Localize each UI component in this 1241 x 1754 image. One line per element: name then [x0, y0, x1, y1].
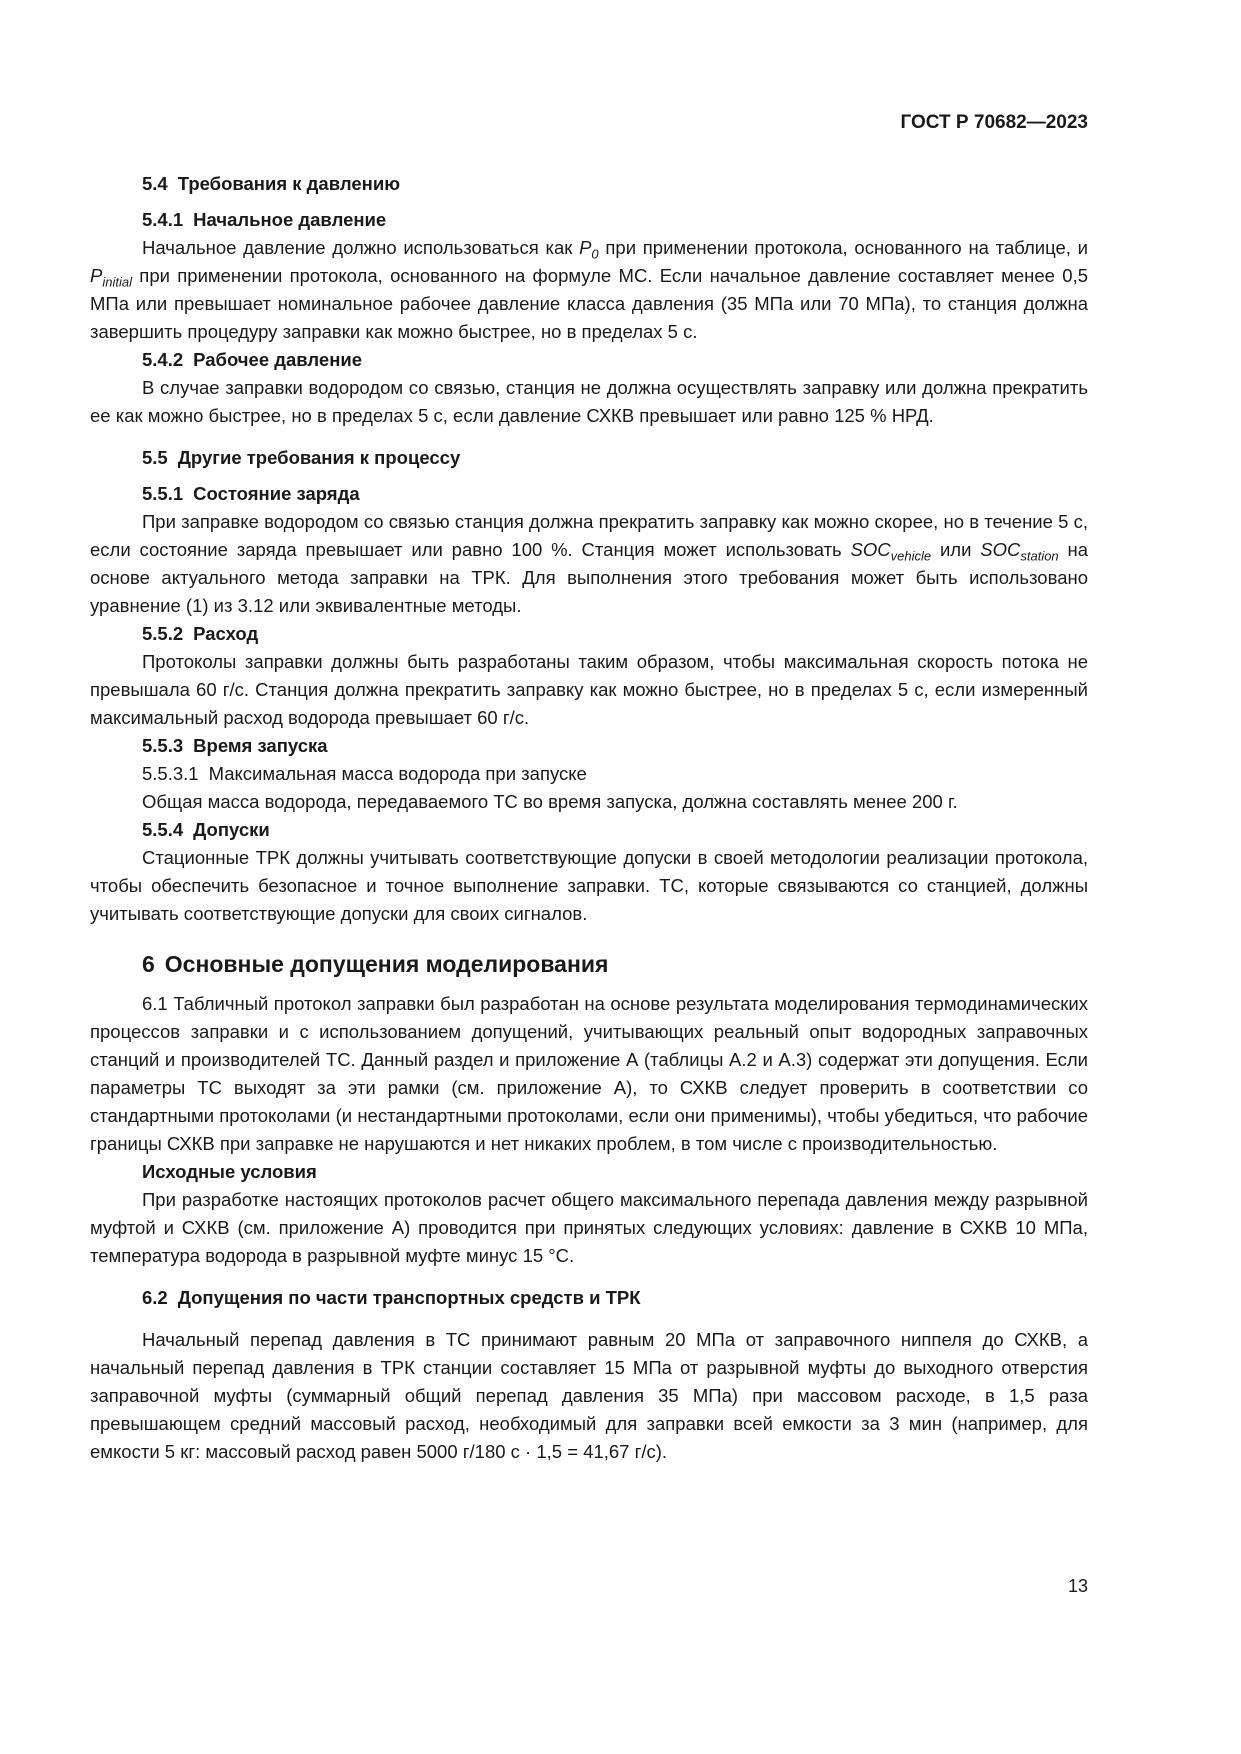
section-number: 5.5	[142, 447, 168, 468]
paragraph-5-4-2: В случае заправки водородом со связью, станция не должна осуществлять заправку или должна прекратить ее как можно быстрее, но в пределах 5 с, если давление СХКВ превышает или равно 125 % НРД.	[90, 377, 1088, 426]
paragraph-6-2: Начальный перепад давления в ТС принимают равным 20 МПа от заправочного ниппеля до СХКВ, а начальный перепад давления в ТРК станции составляет 15 МПа от разрывной муфты до выходного отверстия заправочной муфты (суммарный общий перепад давления 35 МПа) при массовом расходе, в 1,5 раза превышающем средний массовый расход, необходимый для заправки всей емкости за 3 мин (например, для емкости 5 кг: массовый расход равен 5000 г/180 с · 1,5 = 41,67 г/с).	[90, 1329, 1088, 1462]
document-header: ГОСТ Р 70682—2023	[900, 112, 1088, 133]
symbol-pinitial: $P_{initial}$	[90, 265, 132, 290]
section-number: 5.5.3	[142, 735, 184, 756]
paragraph-5-4-1: Начальное давление должно использоваться как $P_0$ при применении протокола, основанного на таблице, и $P_{initial}$ при применении протокола, основанного на формуле МС. Если начальное давление составляет менее 0,5 МПа или превышает номинальное рабочее давление класса давления (35 МПа или 70 МПа), то станция должна завершить процедуру заправки как можно быстрее, но в пределах 5 с.	[90, 237, 1089, 342]
section-6-2-heading	[142, 1284, 1088, 1312]
section-5-5-4-heading	[142, 816, 1088, 844]
paragraph-5-5-1: При заправке водородом со связью станция должна прекратить заправку как можно скорее, но в течение 5 с, если состояние заряда превышает или равно 100 %. Станция может использовать $SOC_{vehicle}$ или $SOC_{station}$ на основе актуального метода заправки на ТРК. Для выполнения этого требования может быть использовано уравнение (1) из 3.12 или эквивалентные методы.	[90, 511, 1089, 616]
section-number: 5.4.1	[142, 209, 184, 230]
section-5-5-1-heading	[142, 480, 1088, 508]
section-6-heading	[142, 950, 1088, 978]
paragraph-5-5-2: Протоколы заправки должны быть разработаны таким образом, чтобы максимальная скорость потока не превышала 60 г/с. Станция должна прекратить заправку как можно быстрее, но в пределах 5 с, если измеренный максимальный расход водорода превышает 60 г/с.	[90, 651, 1088, 728]
section-number: 5.5.4	[142, 819, 184, 840]
section-title: Максимальная масса водорода при запуске	[208, 763, 587, 784]
section-5-5-2-heading	[142, 620, 1088, 648]
symbol-p0: $P_0$	[579, 237, 599, 262]
section-5-5-3-heading	[142, 732, 1088, 760]
section-title: Допуски	[193, 819, 270, 840]
section-5-4-heading	[142, 170, 1088, 198]
symbol-soc-station: $SOC_{station}$	[980, 539, 1059, 564]
section-number: 5.5.1	[142, 483, 184, 504]
section-title: Требования к давлению	[177, 173, 400, 194]
document-body	[90, 170, 1088, 1466]
section-title: Допущения по части транспортных средств и ТРК	[177, 1287, 641, 1308]
section-number: 5.5.2	[142, 623, 184, 644]
section-5-5-heading	[142, 444, 1088, 472]
section-title: Время запуска	[193, 735, 328, 756]
section-title: Другие требования к процессу	[177, 447, 461, 468]
section-title: Состояние заряда	[193, 483, 360, 504]
section-number: 6	[142, 951, 155, 977]
section-5-5-3-1-heading	[142, 760, 1088, 788]
section-title: Начальное давление	[193, 209, 387, 230]
page-number: 13	[1067, 1576, 1088, 1596]
paragraph-initial-conditions: При разработке настоящих протоколов расчет общего максимального перепада давления между разрывной муфтой и СХКВ (см. приложение А) проводится при принятых следующих условиях: давление в СХКВ 10 МПа, температура водорода в разрывной муфте минус 15 °С.	[90, 1189, 1088, 1266]
initial-conditions-heading: Исходные условия	[142, 1161, 317, 1182]
section-number: 5.4.2	[142, 349, 184, 370]
section-title: Рабочее давление	[193, 349, 363, 370]
section-number: 6.2	[142, 1287, 168, 1308]
section-5-4-2-heading	[142, 346, 1088, 374]
section-number: 5.4	[142, 173, 168, 194]
paragraph-6-1: 6.1 Табличный протокол заправки был разработан на основе результата моделирования термодинамических процессов заправки и с использованием допущений, учитывающих реальный опыт водородных заправочных станций и производителей ТС. Данный раздел и приложение А (таблицы А.2 и А.3) содержат эти допущения. Если параметры ТС выходят за эти рамки (см. приложение А), то СХКВ следует проверить в соответствии со стандартными протоколами (и нестандартными протоколами, если они применимы), чтобы убедиться, что рабочие границы СХКВ при заправке не нарушаются и нет никаких проблем, в том числе с производительностью.	[90, 993, 1088, 1154]
section-title: Расход	[193, 623, 259, 644]
section-title: Основные допущения моделирования	[164, 951, 609, 977]
section-number: 5.5.3.1	[142, 763, 199, 784]
paragraph-5-5-4: Стационные ТРК должны учитывать соответствующие допуски в своей методологии реализации протокола, чтобы обеспечить безопасное и точное выполнение заправки. ТС, которые связываются со станцией, должны учитывать соответствующие допуски для своих сигналов.	[90, 847, 1088, 924]
symbol-soc-vehicle: $SOC_{vehicle}$	[850, 539, 932, 564]
paragraph-5-5-3-1: Общая масса водорода, передаваемого ТС во время запуска, должна составлять менее 200 г.	[142, 791, 958, 812]
section-5-4-1-heading	[142, 206, 1088, 234]
